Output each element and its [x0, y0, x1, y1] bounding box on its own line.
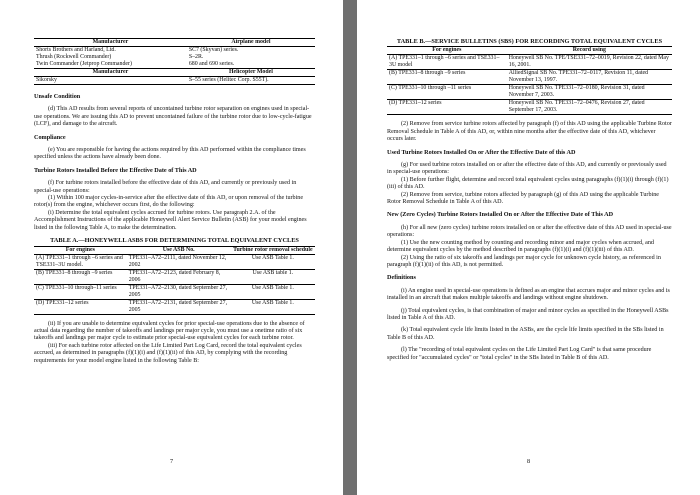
table-row	[34, 47, 315, 55]
table-cell: (A) TPE331–1 through –6 series and TSE331–3U model.	[34, 254, 127, 269]
table-cell: AlliedSignal SB No. TPE331–72–0117, Revision 11, dated November 13, 1997.	[507, 70, 672, 85]
table-b	[387, 46, 672, 115]
table-cell: (D) TPE331–12 series	[387, 100, 507, 115]
table-cell: 680 and 690 series.	[188, 61, 235, 67]
table-a-title: TABLE A.—HONEYWELL ASBS FOR DETERMINING TOTAL EQUIVALENT CYCLES	[50, 237, 299, 245]
column-header: For engines	[34, 246, 127, 254]
paragraph-fiii: (iii) For each turbine rotor affected on the Life Limited Part Log Card, record the total equivalent cycles accrued, as determined in paragraphs (f)(1)(i) and (f)(1)(ii) of this AD, by complying with the recording requirements for your model engine listed in the following Table B:	[34, 342, 302, 364]
table-cell: Use ASB Table 1.	[231, 254, 315, 269]
table-cell: TPE331–A72–2111, dated November 12, 2002	[127, 254, 231, 269]
page-7	[0, 0, 343, 495]
paragraph-k: (k) Total equivalent cycle life limits listed in the ASBs, are the cycle life limits specified in the SBs listed in Table B of this AD.	[387, 327, 664, 341]
column-header: Turbine rotor removal schedule	[231, 246, 315, 254]
table-row	[387, 70, 672, 85]
table-row	[34, 54, 315, 61]
table-cell: (C) TPE331–10 through –11 series	[387, 85, 507, 100]
table-cell: Shorts Brothers and Harland, Ltd.	[36, 47, 116, 53]
paragraph-j: (j) Total equivalent cycles, is that combination of major and minor cycles as specified in the Honeywell ASBs listed in Table A of this AD.	[387, 307, 669, 321]
paragraph-h1: (1) Use the new counting method by counting and recording minor and major cycles when accrued, and determine equivalent cycles by the method described in paragraphs (f)(1)(i) and (f)(1)(iii) of this AD.	[387, 239, 654, 254]
paragraph-fii: (ii) If you are unable to determine equivalent cycles for prior special-use operations due to the absence of actual data regarding the number of takeoffs and landings per major cycle, you must use a onetime ratio of six takeoffs and landings per major cycle to estimate prior special-use equivalent cycles for each turbine rotor.	[34, 320, 305, 342]
used-rotors-heading: Used Turbine Rotors Installed On or After the Effective Date of this AD	[387, 148, 576, 156]
new-rotors-heading: New (Zero Cycles) Turbine Rotors Installed On or After the Effective Date of This AD	[387, 211, 614, 219]
compliance-heading: Compliance	[34, 133, 66, 141]
unsafe-condition-heading: Unsafe Condition	[34, 93, 81, 100]
table-row	[34, 284, 315, 299]
table-cell: TPE331–A72–2130, dated September 27, 2005	[127, 284, 231, 299]
table-cell: S–55 series (Helitec Corp. S55T).	[187, 77, 315, 85]
table-cell: TPE331–A72–2131, dated September 27, 2005	[127, 299, 231, 314]
paragraph-i: (i) An engine used in special-use operations is defined as an engine that accrues major and minor cycles and is installed in an aircraft that makes multiple takeoffs and landings without engine shutdown.	[387, 287, 670, 302]
table-row	[387, 55, 672, 70]
manufacturer-header: Manufacturer	[34, 39, 187, 47]
manufacturer-header: Manufacturer	[34, 69, 187, 77]
table-row	[34, 269, 315, 284]
table-cell: Twin Commander (Jetprop Commander)	[36, 61, 132, 67]
table-cell: (B) TPE331–8 through –9 series	[34, 269, 127, 284]
table-cell: SC7 (Skyvan) series.	[188, 47, 239, 53]
table-cell: Honeywell SB No. TPE331–72–0180, Revision 31, dated November 7, 2003.	[507, 85, 672, 100]
installed-before-heading: Turbine Rotors Installed Before the Effective Date of This AD	[34, 166, 197, 174]
table-row	[387, 85, 672, 100]
column-header: Record using	[507, 47, 672, 55]
table-cell: (D) TPE331–12 series	[34, 299, 127, 314]
paragraph-h2: (2) Using the ratio of six takeoffs and landings per major cycle for unknown cycle history, as referenced in paragraph (f)(1)(ii) of this AD, is not permitted.	[387, 254, 661, 268]
paragraph-f2: (2) Remove from service turbine rotors affected by paragraph (f) of this AD using the applicable Turbine Rotor Removal Schedule in Table A of this AD, or, within nine months after the effective date of this AD, whichever occurs later.	[387, 121, 672, 143]
paragraph-e: (e) You are responsible for having the actions required by this AD performed within the compliance times specified unless the actions have already been done.	[34, 147, 306, 161]
paragraph-fi: (i) Determine the total equivalent cycles accrued for turbine rotors. Use paragraph 2.A. of the Accomplishment Instructions of the applicable Honeywell Alert Service Bulletin (ASB) for your model engines listed in the following Table A, to make the determination.	[34, 209, 307, 231]
table-cell: Use ASB table 1.	[231, 269, 315, 284]
definitions-heading: Definitions	[387, 274, 416, 282]
page-number: 8	[526, 458, 531, 465]
table-cell: (B) TPE331–8 through –9 series	[387, 70, 507, 85]
table-b-title: TABLE B.—SERVICE BULLETINS (SBS) FOR RECORDING TOTAL EQUIVALENT CYCLES	[396, 38, 663, 45]
table-cell: Sikorsky	[34, 77, 187, 85]
table-cell: Honeywell SB No. TPE331–72–0476, Revision 27, dated September 17, 2003.	[507, 100, 672, 115]
paragraph-l: (l) The "recording of total equivalent cycles on the Life Limited Part Log Card" is that same procedure specified for "accumulated cycles" or "total cycles" in the SBs listed in Table B of this AD.	[387, 347, 652, 361]
paragraph-g1: (1) Before further flight, determine and record total equivalent cycles using paragraphs (f)(1)(i) through (f)(1)(iii) of this AD.	[387, 176, 669, 191]
table-cell: (A) TPE331–1 through –6 series and TSE331–3U model	[387, 55, 507, 70]
paragraph-g: (g) For used turbine rotors installed on or after the effective date of this AD, and currently or previously used in special-use operations:	[387, 162, 667, 176]
aircraft-model-table	[34, 38, 315, 85]
table-cell: Use ASB Table 1.	[231, 299, 315, 314]
table-row	[34, 77, 315, 85]
table-row	[34, 254, 315, 269]
paragraph-g2: (2) Remove from service, turbine rotors affected by paragraph (g) of this AD using the applicable Turbine Rotor Removal Schedule in Table A of this AD.	[387, 191, 659, 206]
table-cell: Use ASB Table 1.	[231, 284, 315, 299]
page-number: 7	[169, 458, 174, 465]
table-row	[387, 100, 672, 115]
table-cell: S–2R.	[188, 54, 204, 60]
table-cell: (C) TPE331–10 through–11 series	[34, 284, 127, 299]
table-row	[34, 61, 315, 69]
table-cell: TPE331–A72–2123, dated February 8, 2006	[127, 269, 231, 284]
table-a	[34, 246, 315, 315]
page-8	[357, 0, 700, 495]
table-cell: Thrush (Rockwell Commander)	[36, 54, 112, 60]
paragraph-f1: (1) Within 100 major cycles-in-service after the effective date of this AD, or upon removal of the turbine rotor(s) from the engine, whichever occurs first, do the following:	[34, 195, 304, 209]
column-header: For engines	[387, 47, 507, 55]
paragraph-h: (h) For all new (zero cycles) turbine rotors installed on or after the effective date of this AD used in special-use operations:	[387, 224, 672, 239]
paragraph-f: (f) For turbine rotors installed before the effective date of this AD, and currently or previously used in special-use operations:	[34, 180, 297, 194]
paragraph-d: (d) This AD results from several reports of uncontained turbine rotor separation on engines used in special-use operations. We are issuing this AD to prevent uncontained failure of the turbine rotor due to low-cycle-fatigue (LCF), and damage to the aircraft.	[34, 106, 312, 128]
table-row	[34, 299, 315, 314]
column-header: Use ASB No.	[127, 246, 231, 254]
helicopter-model-header: Helicopter Model	[187, 69, 315, 77]
airplane-model-header: Airplane model	[187, 39, 315, 47]
table-cell: Honeywell SB No. TPE/TSE331–72–0019, Revision 22, dated May 16, 2001.	[507, 55, 672, 70]
